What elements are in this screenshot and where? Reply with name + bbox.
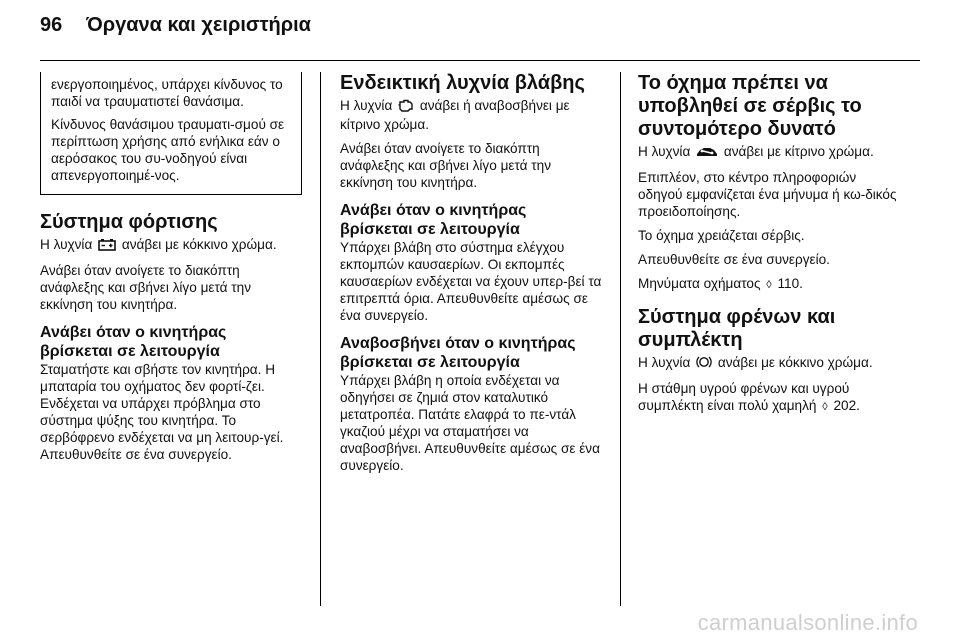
paragraph: Επιπλέον, στο κέντρο πληροφοριών οδηγού εμφανίζεται ένα μήνυμα ή κω‑δικός προειδοποίησης. [638,170,897,219]
sub-heading: Ανάβει όταν ο κινητήρας βρίσκεται σε λειτουργία [340,202,527,238]
page-reference[interactable]: 202. [833,398,860,413]
paragraph [638,354,902,373]
page-title: Όργανα και χειριστήρια [86,14,311,36]
paragraph [638,143,902,162]
text: ανάβει με κίτρινο χρώμα. [723,144,874,159]
sub-heading: Ανάβει όταν ο κινητήρας βρίσκεται σε λειτουργία [40,324,227,360]
text: ανάβει ή αναβοσβήνει με κίτρινο χρώμα. [340,98,570,132]
paragraph [40,236,302,255]
paragraph: Ανάβει όταν ανοίγετε το διακόπτη ανάφλεξης και σβήνει λίγο μετά την εκκίνηση του κινητήρα. [40,263,251,312]
column-divider [320,72,321,606]
text: ανάβει με κόκκινο χρώμα. [717,355,873,370]
section-heading-charging: Σύστημα φόρτισης [40,211,218,233]
paragraph: Απευθυνθείτε σε ένα συνεργείο. [638,252,830,267]
section-heading-malfunction: Ενδεικτική λυχνία βλάβης [340,72,585,94]
warning-text: Κίνδυνος θανάσιμου τραυματι‑σμού σε περίπτωση χρήσης από ενήλικα εάν ο αερόσακος του συ‑νοδηγού είναι απενεργοποιημέ‑νος. [51,117,285,183]
paragraph [638,380,902,416]
section-heading-service: Το όχημα πρέπει να υποβληθεί σε σέρβις το συντομότερο δυνατό [638,72,862,140]
paragraph: Ανάβει όταν ανοίγετε το διακόπτη ανάφλεξης και σβήνει λίγο μετά την εκκίνηση του κινητήρα. [340,141,551,190]
header-rule [40,60,920,61]
page-reference[interactable]: 110. [777,276,803,291]
engine-check-icon [398,99,414,116]
warning-text: ενεργοποιημένος, υπάρχει κίνδυνος το παιδί να τραυματιστεί θανάσιμα. [51,77,283,109]
section-heading-brake: Σύστημα φρένων και συμπλέκτη [638,306,836,351]
column-divider [620,72,621,606]
watermark: carmanualsonline.info [697,610,918,635]
text: Η λυχνία [638,144,691,159]
paragraph: Σταματήστε και σβήστε τον κινητήρα. Η μπαταρία του οχήματος δεν φορτί‑ζει. Ενδέχεται να υπάρχει πρόβλημα στο σύστημα ψύξης του κινητήρα. Το σερβόφρενο ενδέχεται να μη λειτουρ‑γεί. Απευθυνθείτε σε ένα συνεργείο. [40,362,284,462]
paragraph: Το όχημα χρειάζεται σέρβις. [638,228,805,243]
column-1 [40,72,302,470]
text: Η λυχνία [340,98,393,113]
paragraph [638,275,902,294]
wrench-car-icon [696,145,718,162]
page-header [40,14,311,44]
page-number: 96 [40,14,63,36]
column-3 [638,72,902,423]
text: Η λυχνία [40,237,93,252]
sub-heading: Αναβοσβήνει όταν ο κινητήρας βρίσκεται σε λειτουργία [340,335,576,371]
text: ανάβει με κόκκινο χρώμα. [121,237,277,252]
battery-icon [98,238,116,255]
text: Η στάθμη υγρού φρένων και υγρού συμπλέκτη είναι πολύ χαμηλή [638,381,850,413]
text: Μηνύματα οχήματος [638,276,761,291]
text: Η λυχνία [638,355,691,370]
brake-circle-icon [696,355,712,373]
page-reference-icon[interactable]: ◊ [766,279,772,291]
paragraph [340,97,602,133]
paragraph: Υπάρχει βλάβη η οποία ενδέχεται να οδηγήσει σε ζημιά στον καταλυτικό μετατροπέα. Πατάτε ελαφρά το πε‑ντάλ γκαζιού μέχρι να σταματήσει να αναβοσβήνει. Απευθυνθείτε αμέσως σε ένα συνεργείο. [340,373,600,473]
column-2 [340,72,602,481]
warning-box [40,72,302,195]
page-reference-icon[interactable]: ◊ [822,401,828,413]
paragraph: Υπάρχει βλάβη στο σύστημα ελέγχου εκπομπών καυσαερίων. Οι εκπομπές καυσαερίων ενδέχεται να έχουν υπερ‑βεί τα επιτρεπτά όρια. Απευθυνθείτε αμέσως σε ένα συνεργείο. [340,240,602,323]
